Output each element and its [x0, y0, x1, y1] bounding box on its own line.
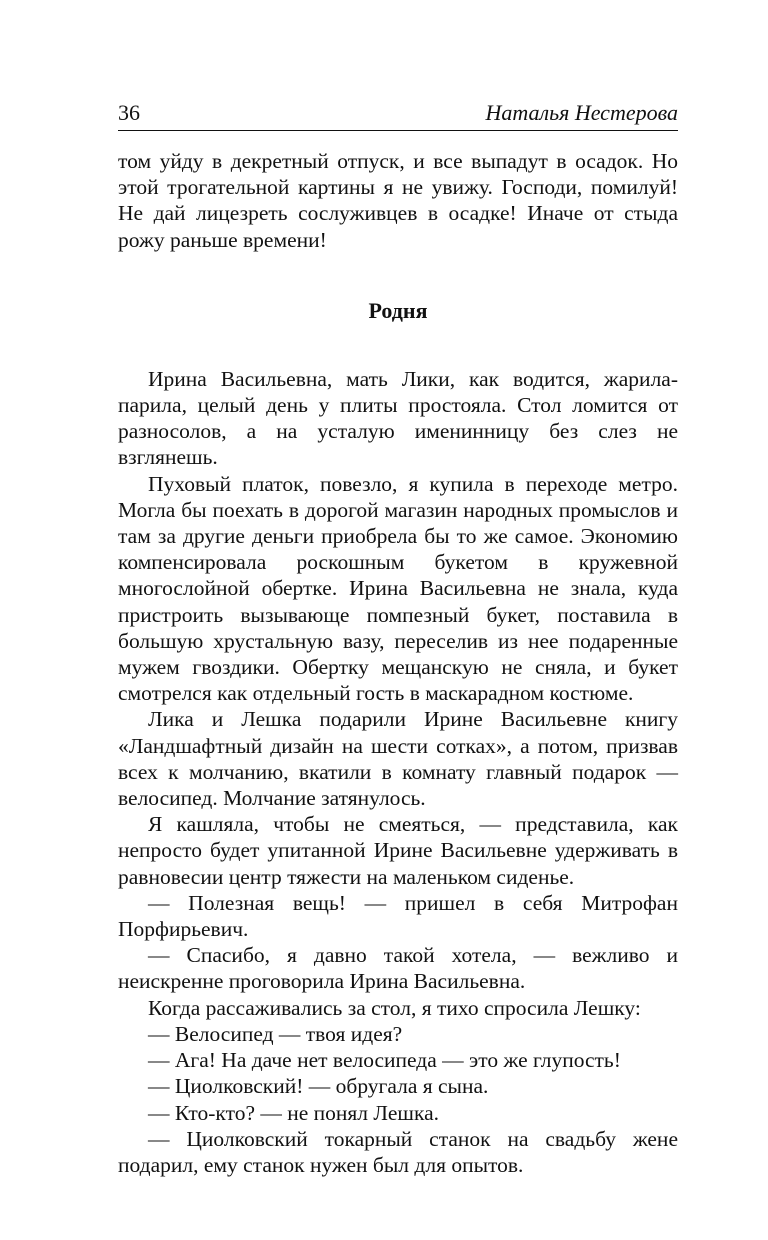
dialogue-line: — Кто-кто? — не понял Лешка. [148, 1100, 439, 1125]
paragraph: Ирина Васильевна, мать Лики, как водится, жарила-парила, целый день у плиты простояла. Стол ломится от разносолов, а на усталую именинницу без слез не взглянешь. [118, 366, 678, 470]
opening-paragraph: том уйду в декретный отпуск, и все выпадут в осадок. Но этой трогательной картины я не увижу. Господи, помилуй! Не дай лицезреть сослуживцев в осадке! Иначе от стыда рожу раньше времени! [118, 149, 678, 252]
paragraph: Лика и Лешка подарили Ирине Васильевне книгу «Ландшафтный дизайн на шести сотках», а потом, призвав всех к молчанию, вкатили в комнату главный подарок — велосипед. Молчание затянулось. [118, 707, 678, 811]
chapter-title: Родня [368, 297, 428, 323]
dialogue-line: — Циолковский! — обругала я сына. [148, 1074, 489, 1099]
dialogue-line: — Ага! На даче нет велосипеда — это же глупость! [148, 1048, 621, 1073]
dialogue-line: — Спасибо, я давно такой хотела, — вежливо и неискренне проговорила Ирина Васильевна. [118, 943, 678, 994]
running-header [118, 96, 678, 131]
dialogue-line: — Полезная вещь! — пришел в себя Митрофан Порфирьевич. [118, 890, 678, 942]
paragraph: Я кашляла, чтобы не смеяться, — представила, как непросто будет упитанной Ирине Васильевне удерживать в равновесии центр тяжести на маленьком сиденье. [118, 812, 678, 889]
page-body [118, 148, 678, 1178]
book-author: Наталья Нестерова [485, 100, 678, 125]
paragraph: Пуховый платок, повезло, я купила в переходе метро. Могла бы поехать в дорогой магазин народных промыслов и там за другие деньги приобрела бы то же самое. Экономию компенсировала роскошным букетом в кружевной многослойной обертке. Ирина Васильевна не знала, куда пристроить вызывающе помпезный букет, поставила в большую хрустальную вазу, переселив из нее подаренные мужем гвоздики. Обертку мещанскую не сняла, и букет смотрелся как отдельный гость в маскарадном костюме. [118, 471, 678, 706]
page-number: 36 [118, 100, 140, 125]
dialogue-line: — Циолковский токарный станок на свадьбу жене подарил, ему станок нужен был для опытов. [118, 1126, 678, 1177]
dialogue-line: — Велосипед — твоя идея? [148, 1021, 403, 1046]
book-page [118, 96, 678, 1178]
paragraph: Когда рассаживались за стол, я тихо спросила Лешку: [148, 995, 641, 1020]
